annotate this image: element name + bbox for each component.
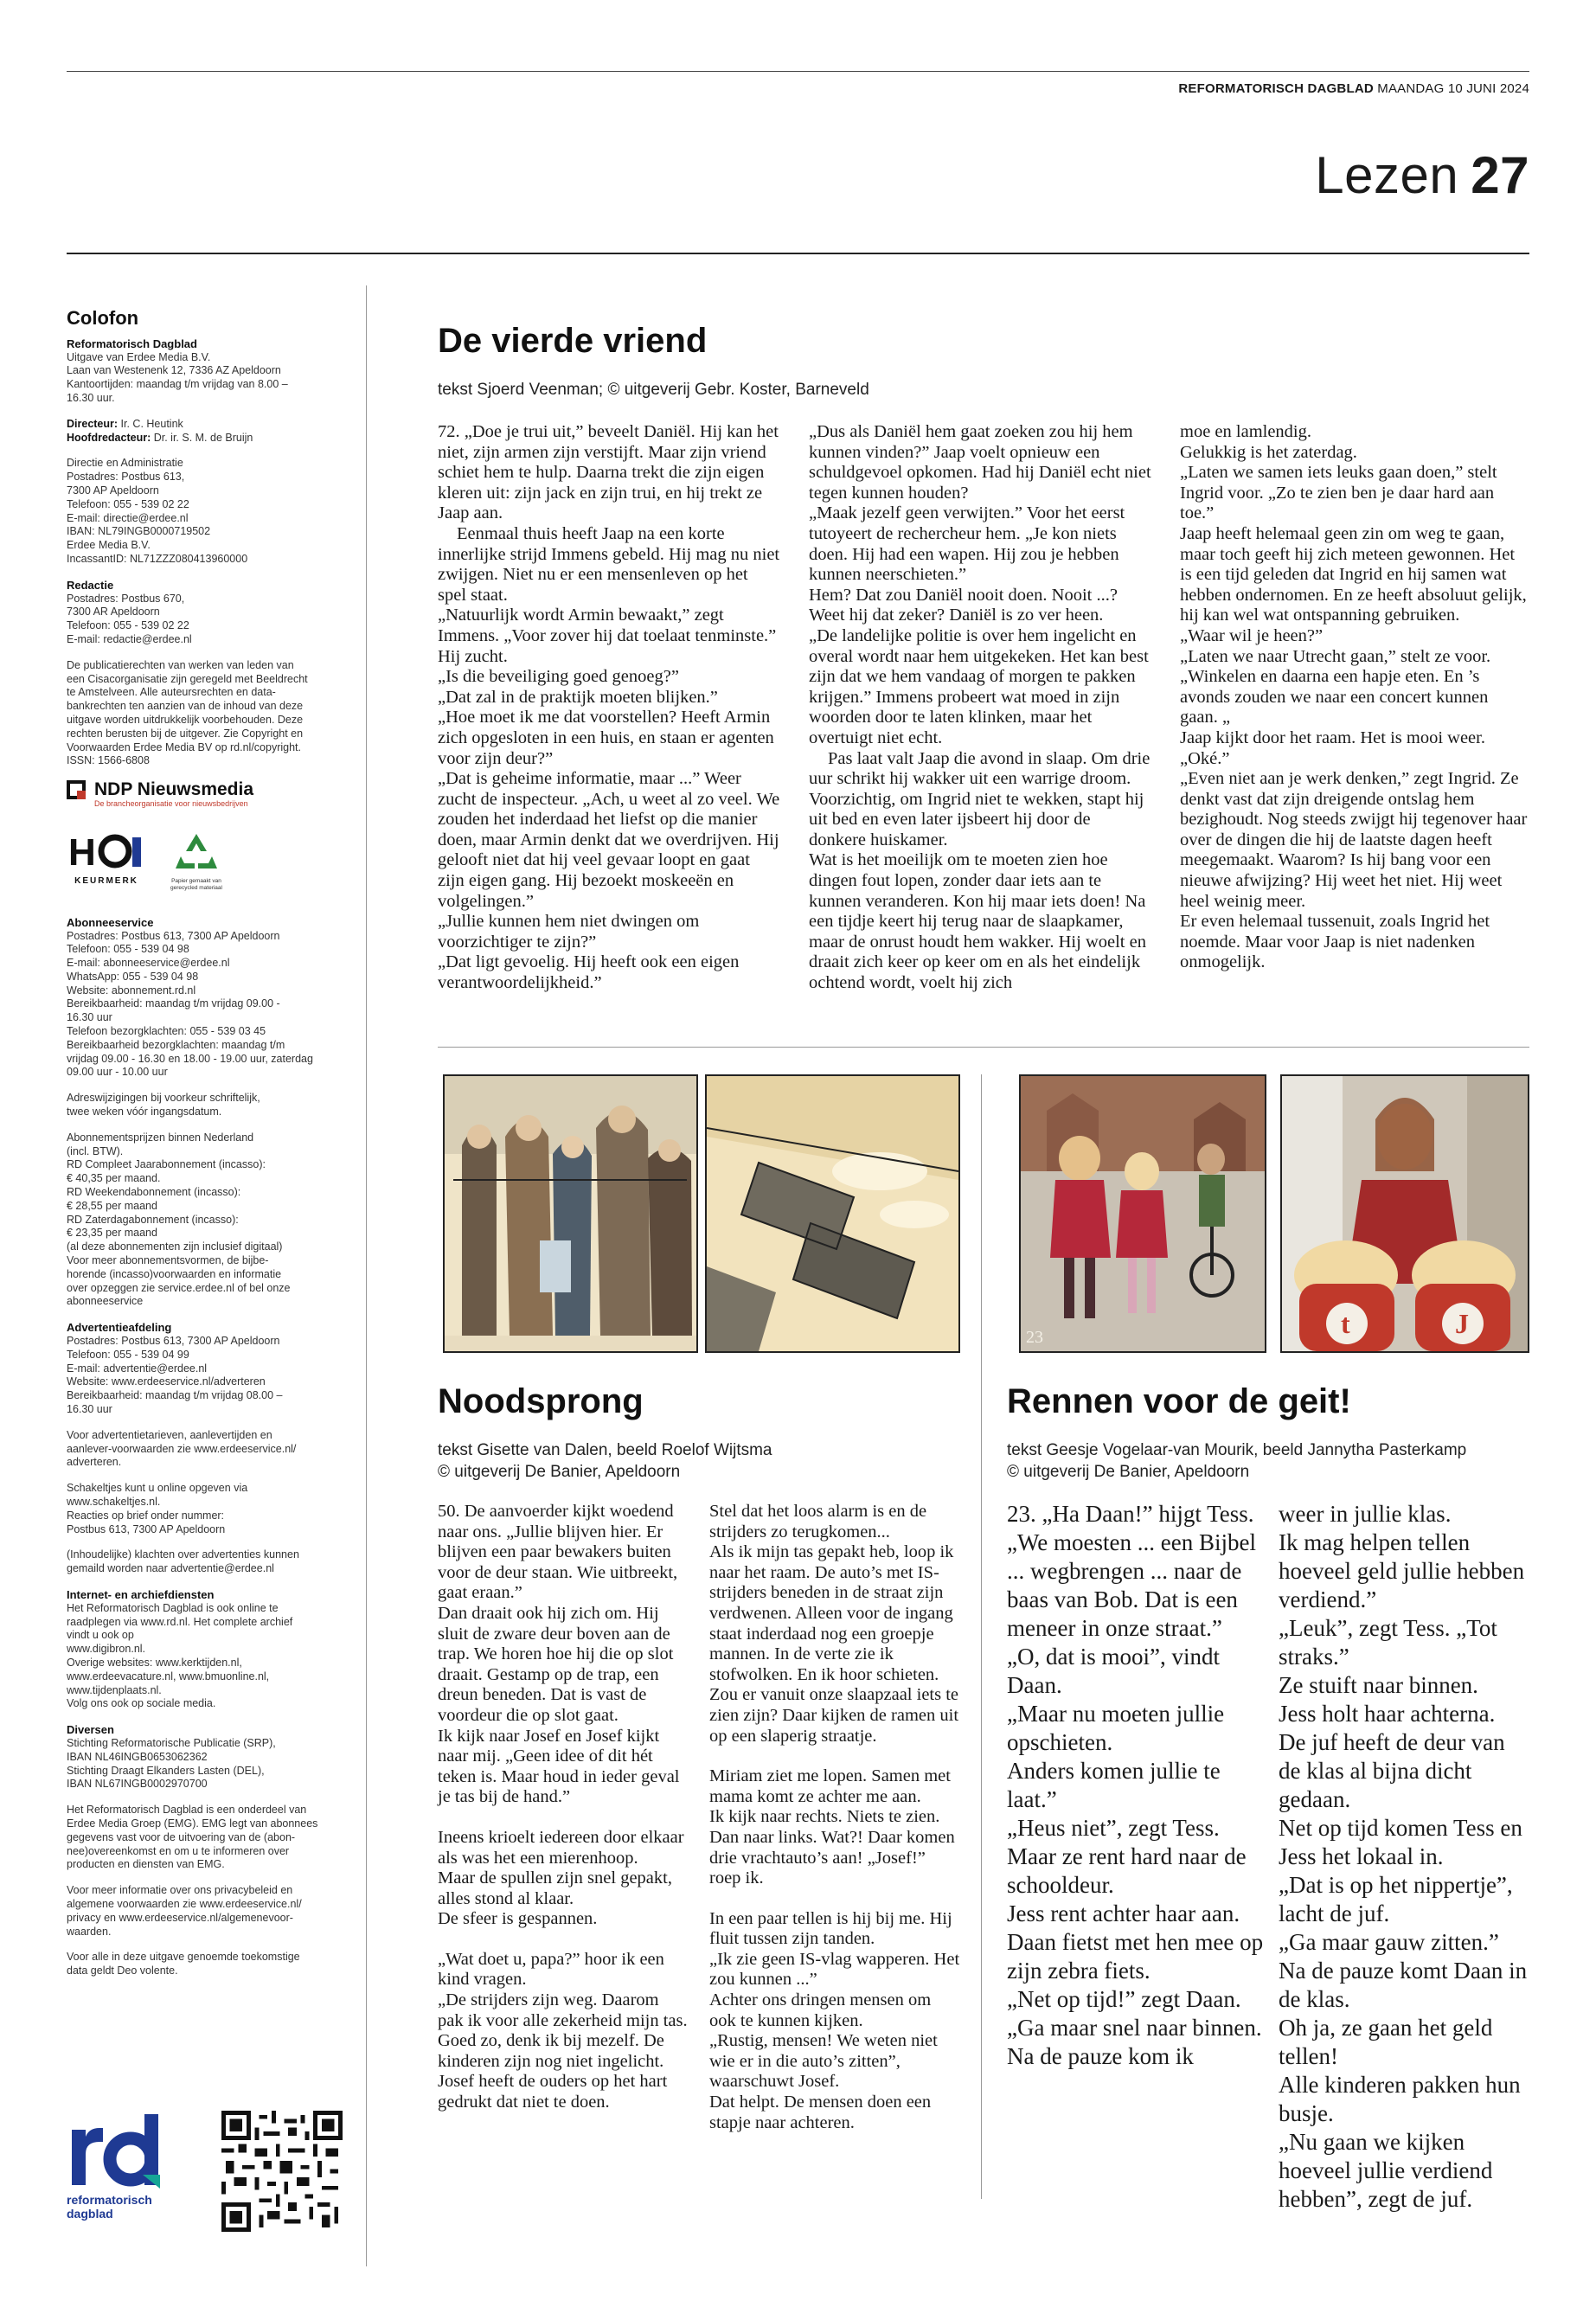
paragraph: Jaap kijkt door het raam. Het is mooi weer.: [1180, 727, 1485, 747]
paragraph: „Natuurlijk wordt Armin bewaakt,” zegt Immens. „Voor zover hij dat toelaat tenminste.” Hij zucht.: [438, 606, 777, 666]
publisher-info: Uitgave van Erdee Media B.V. Laan van Westenenk 12, 7336 AZ Apeldoorn Kantoortijden: maandag t/m vrijdag van 8.00 – 16.30 uur.: [67, 350, 288, 404]
schakeltjes-info: Schakeltjes kunt u online opgeven via www.schakeltjes.nl. Reacties op brief onder nummer: Postbus 613, 7300 AP Apeldoorn: [67, 1482, 248, 1535]
article1-column-1: [438, 422, 780, 994]
ndp-logo: NDP Nieuwsmedia De brancheorganisatie voor nieuwsbedrijven: [67, 780, 352, 811]
internet-info: Het Reformatorisch Dagblad is ook online te raadplegen via www.rd.nl. Het complete archief vindt u ook op www.digibron.nl. Overige websites: www.kerktijden.nl, www.erdeevacature.nl, www.bmuonline.nl, www.tijdenplaats.nl. Volg ons ook op sociale media.: [67, 1601, 293, 1710]
section-header: [1315, 145, 1529, 205]
paper-name: REFORMATORISCH DAGBLAD: [1178, 81, 1374, 96]
address-change-info: Adreswijzigingen bij voorkeur schriftelijk, twee weken vóór ingangsdatum.: [67, 1092, 260, 1118]
paragraph: Dat helpt. De mensen doen een stapje naar achteren.: [709, 2093, 932, 2132]
rd-logo: [67, 2111, 188, 2221]
diversen-info: Stichting Reformatorische Publicatie (SRP), IBAN NL46INGB0653062362 Stichting Draagt Elkanders Lasten (DEL), IBAN NL67INGB0002970700: [67, 1736, 276, 1791]
paragraph: „Maak jezelf geen verwijten.” Voor het eerst tutoyeert de rechercheur hem. „Je kon niets doen. Hij had een wapen. Hij zou je hebben kunnen neerschieten.”: [809, 503, 1125, 585]
article-title-noodsprong: Noodsprong: [438, 1382, 644, 1420]
article1-column-3: [1180, 422, 1529, 973]
paragraph: Pas laat valt Jaap die avond in slaap. Om drie uur schrikt hij wakker uit een warrige droom. Voorzichtig, om Ingrid niet te wekken, stapt hij uit bed en even later ijsbeert hij door de donkere huiskamer.: [809, 748, 1151, 849]
paragraph: Hem? Dat zou Daniël nooit doen. Nooit ...? Weet hij dat zeker? Daniël is zo ver heen.: [809, 585, 1118, 625]
paragraph: „Wat doet u, papa?” hoor ik een kind vragen.: [438, 1949, 664, 1990]
paragraph: Ik kijk naar rechts. Niets te zien. Dan naar links. Wat?! Daar komen drie vrachtauto’s aan! „Josef!” roep ik.: [709, 1807, 955, 1888]
svg-text:H: H: [68, 830, 96, 870]
paragraph: „Dat is op het nippertje”, lacht de juf.: [1279, 1872, 1513, 1926]
article2-column-2: [709, 1502, 960, 2133]
paragraph: „Rustig, mensen! We weten niet wie er in die auto’s zitten”, waarschuwt Josef.: [709, 2031, 938, 2092]
paragraph: Eenmaal thuis heeft Jaap na een korte innerlijke strijd Immens gebeld. Hij mag nu niet zwijgen. Niet nu er een mensenleven op het spel staat.: [438, 523, 780, 605]
paragraph: Ineens krioelt iedereen door elkaar als was het een mierenhoop.: [438, 1827, 684, 1868]
ndp-mark-icon: [67, 780, 86, 799]
paragraph: 72. „Doe je trui uit,” beveelt Daniël. Hij kan het niet, zijn armen zijn verstijft. Maar zijn vriend schiet hem te hulp. Daarna trekt die zijn eigen kleren uit: zijn jack en zijn trui, en hij trekt ze Jaap aan.: [438, 422, 779, 523]
administration: Directie en Administratie Postadres: Postbus 613, 7300 AP Apeldoorn Telefoon: 055 - 539 02 22 E-mail: directie@erdee.nl IBAN: NL79INGB0000719502 Erdee Media B.V. IncassantID: NL71ZZZ080413960000: [67, 457, 248, 565]
article-divider: [981, 1074, 982, 2199]
paragraph: Wat is het moeilijk om te moeten zien hoe dingen fout lopen, zonder daar iets aan te kunnen veranderen. Kon hij maar iets doen! Na een tijdje keert hij terug naar de slaapkamer, maar de onrust houdt hem wakker. Hij woelt en draait zich keer op keer om en als het eindelijk ochtend wordt, voelt hij zich: [809, 850, 1146, 993]
abonnee-title: Abonneeservice: [67, 915, 154, 929]
article2-column-1: [438, 1502, 689, 2113]
publisher-name: Reformatorisch Dagblad: [67, 336, 197, 350]
paragraph: „Ga maar snel naar binnen.: [1007, 2015, 1262, 2041]
paragraph: „Net op tijd!” zegt Daan.: [1007, 1986, 1241, 2012]
paragraph: Ze stuift naar binnen.: [1279, 1672, 1478, 1698]
top-rule: [67, 71, 1529, 72]
paragraph: „Laten we naar Utrecht gaan,” stelt ze voor. „Winkelen en daarna een hapje eten. En ’s avonds zouden we naar een concert kunnen gaan. „: [1180, 646, 1491, 727]
paragraph: „Ik zie geen IS-vlag wapperen. Het zou kunnen ...”: [709, 1949, 960, 1990]
colophon-title: Colofon: [67, 307, 139, 329]
panel-number: 23: [1026, 1328, 1043, 1347]
masthead: [1178, 81, 1529, 96]
article3-column-1: [1007, 1500, 1265, 2071]
qr-code-icon: [221, 2111, 343, 2232]
colophon-divider: [366, 285, 367, 2266]
paragraph: „Maar nu moeten jullie opschieten.: [1007, 1701, 1225, 1755]
paragraph: Anders komen jullie te laat.”: [1007, 1758, 1221, 1812]
paragraph: „Dat ligt gevoelig. Hij heeft ook een eigen verantwoordelijkheid.”: [438, 952, 740, 993]
paragraph: Er even helemaal tussenuit, zoals Ingrid het noemde. Maar voor Jaap is niet nadenken onmogelijk.: [1180, 912, 1490, 972]
emg-info: Het Reformatorisch Dagblad is een onderdeel van Erdee Media Groep (EMG). EMG legt van abonnees gegevens vast voor de uitvoering van de (abon- nee)overeenkomst en om u te informeren over producten en diensten van EMG.: [67, 1804, 318, 1871]
paragraph: „Waar wil je heen?”: [1180, 625, 1324, 645]
paragraph: „Oké.”: [1180, 748, 1230, 768]
keurmerk-logo: H KEURMERK: [67, 830, 146, 888]
complaints-info: (Inhoudelijke) klachten over advertenties kunnen gemaild worden naar advertentie@erdee.nl: [67, 1548, 299, 1575]
paragraph: Dan draait ook hij zich om. Hij sluit de zware deur boven aan de trap. We horen hoe hij die op slot draait. Gestamp op de trap, een dreun beneden. Dat is vast de voordeur die op slot gaat.: [438, 1603, 674, 1725]
header-rule: [67, 253, 1529, 254]
issue-date: MAANDAG 10 JUNI 2024: [1377, 81, 1529, 96]
paragraph: Ik mag helpen tellen hoeveel geld jullie hebben verdiend.”: [1279, 1529, 1525, 1612]
rights-info: De publicatierechten van werken van leden van een Cisacorganisatie zijn geregeld met Beeldrecht te Amstelveen. Alle auteursrechten en data- bankrechten ten aanzien van de inhoud van deze uitgave worden uitdrukkelijk voorbehouden. Deze rechten berusten bij de uitgever. Zie Copyright en Voorwaarden Erdee Media BV op rd.nl/copyright. ISSN: 1566-6808: [67, 658, 308, 767]
paragraph: „Nu gaan we kijken hoeveel jullie verdiend hebben”, zegt de juf.: [1279, 2129, 1493, 2212]
svg-text:t: t: [1341, 1308, 1350, 1339]
rd-logo-text: reformatorisch dagblad: [67, 2193, 152, 2221]
paragraph: „De landelijke politie is over hem ingelicht en overal wordt naar hem uitgekeken. Het kan best zijn dat we hem vandaag of morgen te pakken krijgen.” Immens probeert wat moed in zijn woorden door te laten klinken, maar het overtuigt niet echt.: [809, 625, 1149, 747]
paragraph-gap: [438, 1930, 689, 1950]
illustration-trucks: [705, 1074, 960, 1353]
paragraph: Stel dat het loos alarm is en de strijders zo terugkomen...: [709, 1502, 927, 1541]
ad-conditions: Voor advertentietarieven, aanlevertijden en aanlever-voorwaarden zie www.erdeeservice.nl/ adverteren.: [67, 1428, 297, 1469]
rd-logo-icon: [67, 2111, 179, 2189]
paragraph: Alle kinderen pakken hun busje.: [1279, 2072, 1521, 2126]
recycled-paper-logo: Papier gemaakt van gerecycled materiaal: [170, 830, 222, 892]
paragraph: Jess holt haar achterna.: [1279, 1701, 1496, 1727]
paragraph: 50. De aanvoerder kijkt woedend naar ons. „Jullie blijven hier. Er blijven een paar bewakers buiten voor de deur staan. Wie uitbreekt, gaat eraan.”: [438, 1502, 678, 1603]
article-byline-vierde-vriend: tekst Sjoerd Veenman; © uitgeverij Gebr. Koster, Barneveld: [438, 381, 869, 399]
paragraph: Miriam ziet me lopen. Samen met mama komt ze achter me aan.: [709, 1766, 951, 1806]
paragraph: De sfeer is gespannen.: [438, 1909, 598, 1929]
paragraph: „Ga maar gauw zitten.”: [1279, 1929, 1499, 1955]
paragraph: 23. „Ha Daan!” hijgt Tess.: [1007, 1501, 1254, 1527]
paragraph: Daan fietst met hen mee op zijn zebra fiets.: [1007, 1929, 1264, 1984]
paragraph: „Dus als Daniël hem gaat zoeken zou hij hem kunnen vinden?” Jaap voelt opnieuw een schuldgevoel opkomen. Had hij Daniël echt niet tegen kunnen houden?: [809, 422, 1151, 503]
recycle-icon: [172, 830, 221, 874]
illustration-girls-running: [1019, 1074, 1266, 1353]
paragraph: „Dat is geheime informatie, maar ...” Weer zucht de inspecteur. „Ach, u weet al zo veel. We zouden het inderdaad het liefst op die manier doen, maar Armin denkt dat we overdrijven. Hij gelooft niet dat hij veel gevaar loopt en gaat zijn eigen gang. Hij bezoekt moskeeën en volgelingen.”: [438, 769, 780, 911]
paragraph: Na de pauze komt Daan in de klas.: [1279, 1958, 1528, 2012]
paragraph: Maar ze rent hard naar de schooldeur.: [1007, 1843, 1247, 1898]
redactie-title: Redactie: [67, 578, 114, 592]
paragraph: Gelukkig is het zaterdag.: [1180, 442, 1357, 462]
redactie-info: Postadres: Postbus 670, 7300 AR Apeldoorn Telefoon: 055 - 539 02 22 E-mail: redactie@erdee.nl: [67, 592, 192, 645]
paragraph: In een paar tellen is hij bij me. Hij fluit tussen zijn tanden.: [709, 1908, 952, 1949]
article-byline-noodsprong: tekst Gisette van Dalen, beeld Roelof Wijtsma © uitgeverij De Banier, Apeldoorn: [438, 1441, 772, 1481]
paragraph: „Leuk”, zegt Tess. „Tot straks.”: [1279, 1615, 1497, 1670]
mid-rule: [438, 1047, 1529, 1048]
hoi-keurmerk-icon: [67, 830, 146, 870]
paragraph: moe en lamlendig.: [1180, 422, 1311, 441]
article-byline-rennen-voor-de-geit: tekst Geesje Vogelaar-van Mourik, beeld Jannytha Pasterkamp © uitgeverij De Banier, Apeldoorn: [1007, 1441, 1467, 1481]
article1-column-2: [809, 422, 1151, 994]
article3-column-2: [1279, 1500, 1531, 2214]
paragraph: „O, dat is mooi”, vindt Daan.: [1007, 1644, 1220, 1698]
paragraph: Oh ja, ze gaan het geld tellen!: [1279, 2015, 1493, 2069]
deo-volente: Voor alle in deze uitgave genoemde toekomstige data geldt Deo volente.: [67, 1951, 300, 1977]
privacy-info: Voor meer informatie over ons privacybeleid en algemene voorwaarden zie www.erdeeservice.nl/ privacy en www.erdeeservice.nl/algemenevoor- waarden.: [67, 1884, 302, 1938]
svg-text:J: J: [1455, 1308, 1469, 1339]
paragraph: „Hoe moet ik me dat voorstellen? Heeft Armin zich opgesloten in een huis, en staan er agenten voor zijn deur?”: [438, 708, 774, 768]
paragraph: „Dat zal in de praktijk moeten blijken.”: [438, 687, 718, 707]
paragraph: „Jullie kunnen hem niet dwingen om voorzichtiger te zijn?”: [438, 912, 700, 952]
paragraph: „Even niet aan je werk denken,” zegt Ingrid. Ze denkt vast dat zijn dreigende ontslag hem bezighoudt. Nog steeds zwijgt hij tegenover haar over de dingen die hij de laatste dagen heeft meegemaakt. Waarom? Is hij bang voor een nieuwe afwijzing? Hij weet het niet. Hij weet heel weinig meer.: [1180, 769, 1528, 911]
paragraph-gap: [709, 1889, 960, 1909]
advertentie-info: Postadres: Postbus 613, 7300 AP Apeldoorn Telefoon: 055 - 539 04 99 E-mail: advertentie@erdee.nl Website: www.erdeeservice.nl/adverteren Bereikbaarheid: maandag t/m vrijdag 08.00 – 16.30 uur: [67, 1335, 283, 1415]
paragraph-gap: [709, 1747, 960, 1766]
paragraph: Maar de spullen zijn snel gepakt, alles stond al klaar.: [438, 1868, 672, 1908]
paragraph: Achter ons dringen mensen om ook te kunnen kijken.: [709, 1990, 932, 2030]
article-title-vierde-vriend: De vierde vriend: [438, 322, 708, 360]
paragraph: „Laten we samen iets leuks gaan doen,” stelt Ingrid voor. „Zo te zien ben je daar hard aan toe.”: [1180, 463, 1497, 523]
section-name: Lezen: [1315, 146, 1459, 204]
paragraph: weer in jullie klas.: [1279, 1501, 1452, 1527]
paragraph: Jess rent achter haar aan.: [1007, 1900, 1240, 1926]
paragraph: „Is die beveiliging goed genoeg?”: [438, 667, 679, 687]
paragraph: Jaap heeft helemaal geen zin om weg te gaan, maar toch geeft hij zich meteen gewonnen. Het is een tijd geleden dat Ingrid en hij samen wat hebben ondernomen. En ze heeft absoluut gelijk, hij kan wel wat ontspanning gebruiken.: [1180, 523, 1527, 625]
certification-logos: [67, 830, 352, 892]
article-title-rennen-voor-de-geit: Rennen voor de geit!: [1007, 1382, 1351, 1420]
paragraph: „Heus niet”, zegt Tess.: [1007, 1815, 1220, 1841]
management: Directeur: Ir. C. Heutink Hoofdredacteur: Dr. ir. S. M. de Bruijn: [67, 417, 253, 444]
paragraph-gap: [438, 1808, 689, 1828]
paragraph: Goed zo, denk ik bij mezelf. De kinderen zijn nog niet ingelicht. Josef heeft de ouders op het hart gedrukt dat niet te doen.: [438, 2031, 668, 2112]
paragraph: „We moesten ... een Bijbel ... wegbrengen ... naar de baas van Bob. Dat is een meneer in onze straat.”: [1007, 1529, 1256, 1641]
paragraph: „De strijders zijn weg. Daarom pak ik voor alle zekerheid mijn tas.: [438, 1990, 688, 2030]
advertentie-title: Advertentieafdeling: [67, 1321, 172, 1335]
colophon: [67, 307, 352, 1990]
internet-title: Internet- en archiefdiensten: [67, 1587, 215, 1601]
paragraph: Als ik mijn tas gepakt heb, loop ik naar het raam. De auto’s met IS-strijders beneden in de straat zijn verdwenen. Alleen voor de ingang staat inderdaad nog een groepje mannen. In de verte zie ik stofwolken. En ik hoor schieten. Zou er vanuit onze slaapzaal iets te zien zijn? Daar kijken de ramen uit op een slaperig straatje.: [709, 1542, 959, 1746]
paragraph: Na de pauze kom ik: [1007, 2043, 1194, 2069]
abonnee-info: Postadres: Postbus 613, 7300 AP Apeldoorn Telefoon: 055 - 539 04 98 E-mail: abonneeservice@erdee.nl WhatsApp: 055 - 539 04 98 Website: abonnement.rd.nl Bereikbaarheid: maandag t/m vrijdag 09.00 - 16.30 uur Telefoon bezorgklachten: 055 - 539 03 45 Bereikbaarheid bezorgklachten: maandag t/m vrijdag 09.00 - 16.30 en 18.00 - 19.00 uur, zaterdag 09.00 uur - 10.00 uur: [67, 929, 313, 1079]
illustration-refugees: [443, 1074, 698, 1353]
qr-code[interactable]: [221, 2111, 343, 2232]
paragraph: Ik kijk naar Josef en Josef kijkt naar mij. „Geen idee of dit hét teken is. Maar houd in ieder geval je tas bij de hand.”: [438, 1726, 680, 1807]
paragraph: Net op tijd komen Tess en Jess het lokaal in.: [1279, 1815, 1522, 1869]
diversen-title: Diversen: [67, 1723, 114, 1737]
page-number: 27: [1471, 146, 1529, 204]
paragraph: De juf heeft de deur van de klas al bijna dicht gedaan.: [1279, 1729, 1505, 1812]
subscription-prices: Abonnementsprijzen binnen Nederland (incl. BTW). RD Compleet Jaarabonnement (incasso): € 40,35 per maand. RD Weekendabonnement (incasso): € 28,55 per maand RD Zaterdagabonnement (incasso): € 23,35 per maand (al deze abonnementen zijn inclusief digitaal) Voor meer abonnementsvormen, de bijbe- horende (incasso)voorwaarden en informatie over opzeggen zie service.erdee.nl of bel onze abonneeservice: [67, 1131, 291, 1308]
illustration-classroom-door: [1280, 1074, 1529, 1353]
